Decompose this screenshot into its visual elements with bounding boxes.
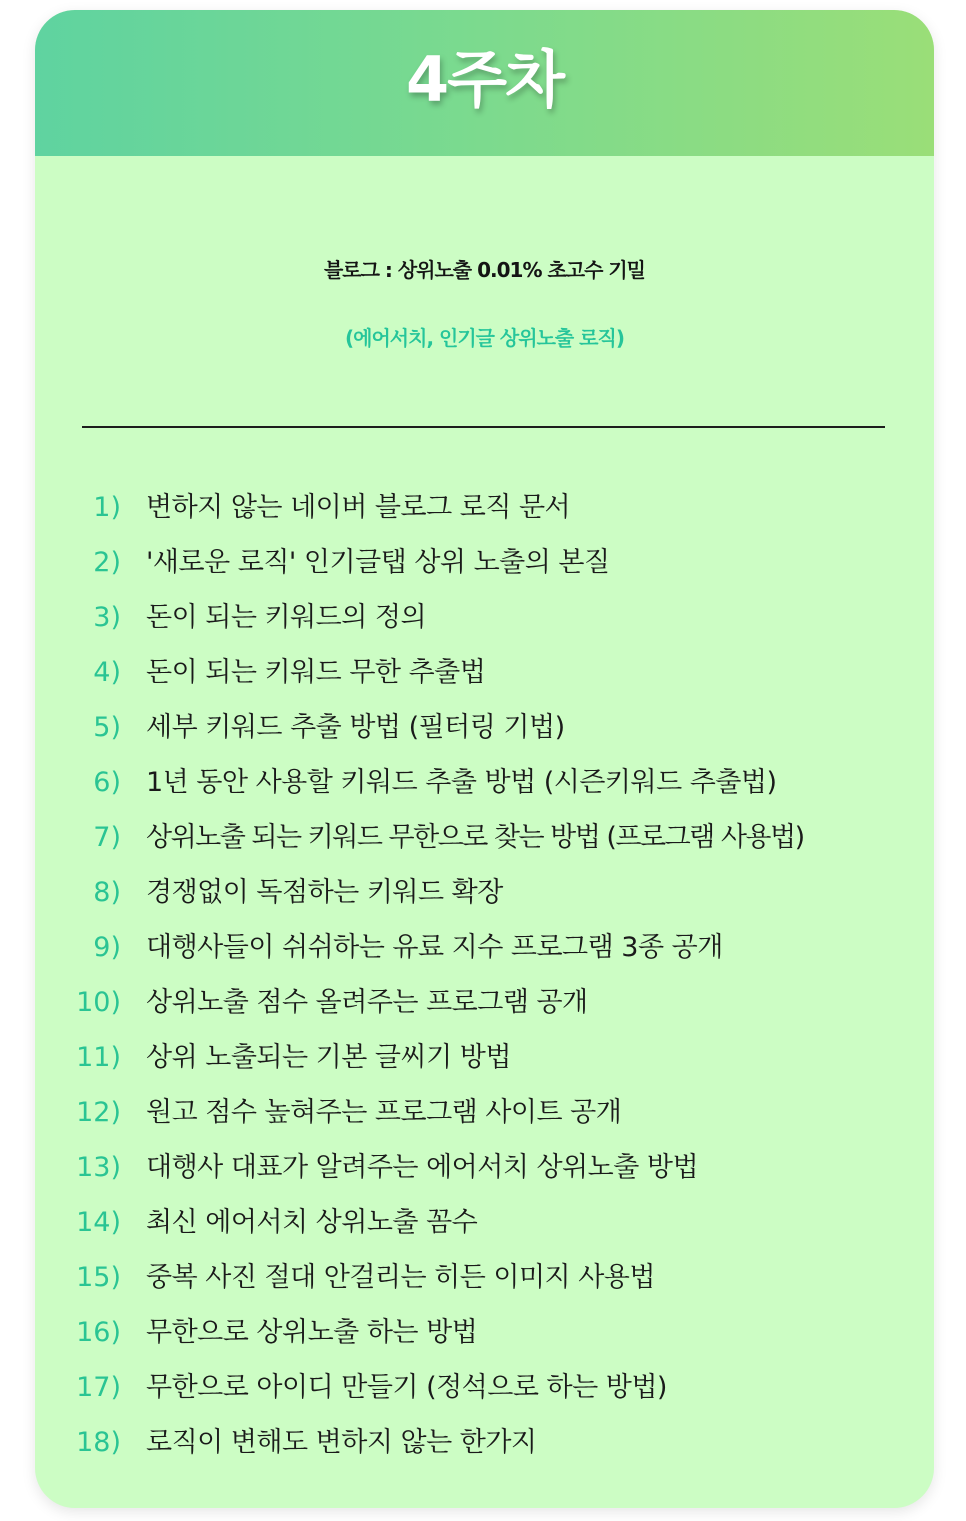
list-item: [35, 865, 934, 920]
item-number: 8): [93, 877, 121, 908]
item-number: 18): [76, 1427, 121, 1458]
item-text: '새로운 로직' 인기글탭 상위 노출의 본질: [146, 547, 610, 578]
item-number: 6): [93, 767, 121, 798]
list-item: [35, 480, 934, 535]
list-item: [35, 535, 934, 590]
item-text: 경쟁없이 독점하는 키워드 확장: [146, 877, 503, 908]
item-number: 12): [76, 1097, 121, 1128]
item-text: 상위노출 점수 올려주는 프로그램 공개: [146, 987, 588, 1018]
item-text: 돈이 되는 키워드의 정의: [146, 602, 427, 633]
item-text: 상위노출 되는 키워드 무한으로 찾는 방법 (프로그램 사용법): [146, 822, 804, 853]
list-item: [35, 1250, 934, 1305]
list-item: [35, 1085, 934, 1140]
item-number: 13): [76, 1152, 121, 1183]
list-item: [35, 920, 934, 975]
card-header: [35, 10, 934, 156]
item-number: 17): [76, 1372, 121, 1403]
list-item: [35, 645, 934, 700]
curriculum-card: [35, 10, 934, 1508]
course-subtitle: (에어서치, 인기글 상위노출 로직): [345, 326, 624, 350]
item-text: 변하지 않는 네이버 블로그 로직 문서: [146, 492, 571, 523]
list-item: [35, 1360, 934, 1415]
item-text: 1년 동안 사용할 키워드 추출 방법 (시즌키워드 추출법): [146, 767, 777, 798]
item-text: 돈이 되는 키워드 무한 추출법: [146, 657, 486, 688]
list-item: [35, 590, 934, 645]
list-item: [35, 700, 934, 755]
item-number: 4): [93, 657, 121, 688]
item-number: 7): [93, 822, 121, 853]
week-title: 4주차: [406, 43, 563, 116]
item-text: 최신 에어서치 상위노출 꼼수: [146, 1207, 478, 1238]
list-item: [35, 810, 934, 865]
item-text: 중복 사진 절대 안걸리는 히든 이미지 사용법: [146, 1262, 655, 1293]
item-text: 무한으로 상위노출 하는 방법: [146, 1317, 478, 1348]
item-number: 3): [93, 602, 121, 633]
item-number: 5): [93, 712, 121, 743]
list-item: [35, 1140, 934, 1195]
item-number: 14): [76, 1207, 121, 1238]
item-text: 상위 노출되는 기본 글씨기 방법: [146, 1042, 511, 1073]
item-number: 9): [93, 932, 121, 963]
item-number: 2): [93, 547, 121, 578]
item-text: 세부 키워드 추출 방법 (필터링 기법): [146, 712, 565, 743]
item-number: 15): [76, 1262, 121, 1293]
list-item: [35, 755, 934, 810]
item-number: 1): [93, 492, 121, 523]
list-item: [35, 1415, 934, 1470]
item-text: 대행사 대표가 알려주는 에어서치 상위노출 방법: [146, 1152, 699, 1183]
item-text: 로직이 변해도 변하지 않는 한가지: [146, 1427, 537, 1458]
item-number: 10): [76, 987, 121, 1018]
list-item: [35, 975, 934, 1030]
item-number: 16): [76, 1317, 121, 1348]
divider: [82, 426, 885, 428]
course-title: 블로그 : 상위노출 0.01% 초고수 기밀: [323, 258, 646, 282]
item-text: 원고 점수 높혀주는 프로그램 사이트 공개: [146, 1097, 622, 1128]
item-text: 무한으로 아이디 만들기 (정석으로 하는 방법): [146, 1372, 667, 1403]
item-text: 대행사들이 쉬쉬하는 유료 지수 프로그램 3종 공개: [146, 932, 723, 963]
list-item: [35, 1030, 934, 1085]
list-item: [35, 1195, 934, 1250]
list-item: [35, 1305, 934, 1360]
item-number: 11): [76, 1042, 121, 1073]
